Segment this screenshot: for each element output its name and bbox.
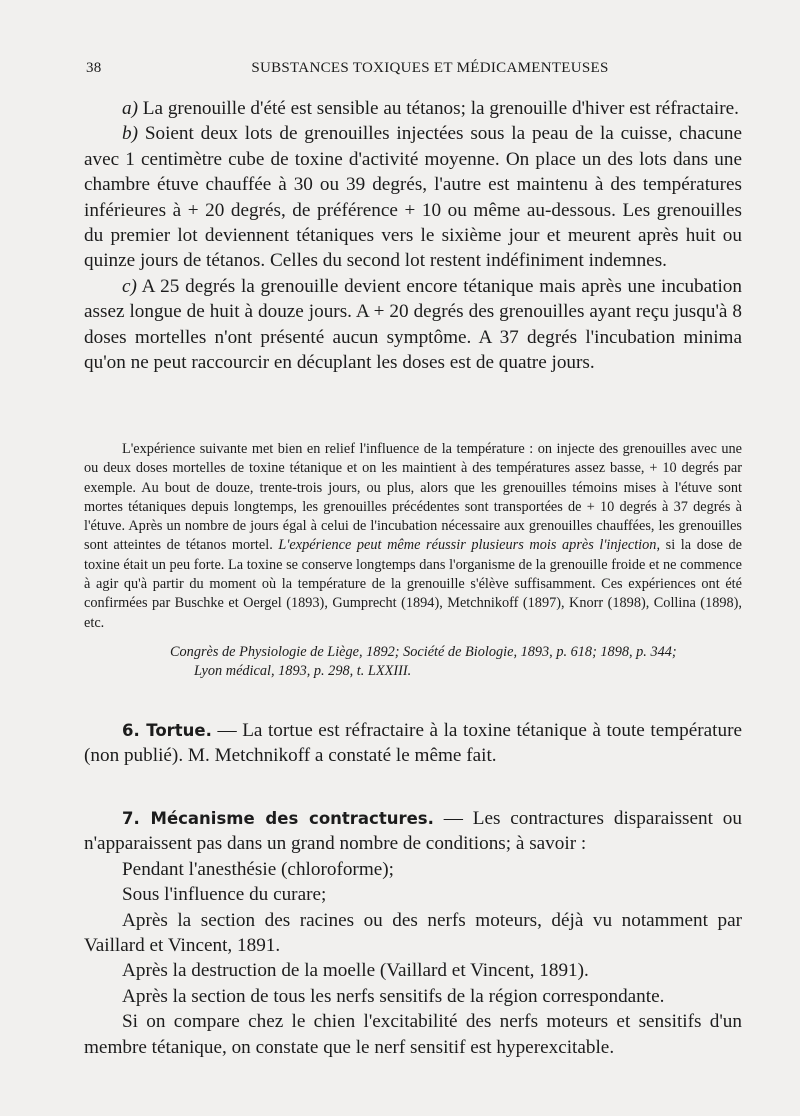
- section-6-text: — La tortue est réfractaire à la toxine tétanique à toute température (non publié). M. Metchnikoff a constaté le même fait.: [84, 720, 742, 767]
- list-item: Après la destruction de la moelle (Vaillard et Vincent, 1891).: [122, 960, 589, 982]
- page-header: [86, 60, 744, 84]
- section-6: [84, 718, 742, 769]
- small-text-part1: L'expérience suivante met bien en relief l'influence de la température : on injecte des grenouilles avec une ou deux doses mortelles de toxine tétanique et on les maintient à des températures assez basse, + 10 degrés par exemple. Au bout de douze, trente-trois jours, ou plus, alors que les grenouilles témoins mises à l'étuve sont mortes tétaniques depuis longtemps, les grenouilles précédentes sont transportées de + 10 degrés à 37 degrés à l'étuve. Après un nombre de jours égal à celui de l'incubation nécessaire aux grenouilles chauffées, les grenouilles sont atteintes de tétanos mortel.: [84, 441, 742, 554]
- list-item: Après la section des racines ou des nerfs moteurs, déjà vu notamment par Vaillard et Vincent, 1891.: [84, 909, 742, 957]
- small-paragraph: [84, 440, 742, 633]
- list-item: Sous l'influence du curare;: [122, 884, 327, 906]
- small-print-block: [84, 440, 742, 682]
- text-a: La grenouille d'été est sensible au tétanos; la grenouille d'hiver est réfractaire.: [137, 98, 739, 119]
- section-7-title: 7. Mécanisme des contractures.: [122, 809, 434, 828]
- small-text-part2: si la dose de toxine était un peu forte. La toxine se conserve longtemps dans l'organisme de la grenouille froide et ne commence à agir qu'à partir du moment où la température de la grenouille s'élève suffisamment. Ces expériences ont été confirmées par Buschke et Oergel (1893), Gumprecht (1894), Metchnikoff (1897), Knorr (1898), Collina (1898), etc.: [84, 537, 742, 631]
- text-b: Soient deux lots de grenouilles injectées sous la peau de la cuisse, chacune avec 1 centimètre cube de toxine d'activité moyenne. On place un des lots dans une chambre étuve chauffée à 30 ou 39 degrés, l'autre est maintenu à des températures inférieures à + 20 degrés, de préférence + 10 ou même au-dessous. Les grenouilles du premier lot deviennent tétaniques vers le sixième jour et meurent après huit ou quinze jours de tétanos. Celles du second lot restent indéfiniment indemnes.: [84, 123, 742, 272]
- section-6-title: 6. Tortue.: [122, 721, 212, 740]
- small-text-italic: L'expérience peut même réussir plusieurs mois après l'injection,: [278, 537, 661, 554]
- text-c: A 25 degrés la grenouille devient encore tétanique mais après une incubation assez longue de huit à douze jours. A + 20 degrés des grenouilles ayant reçu jusqu'à 8 doses mortelles n'ont présenté aucun symptôme. A 37 degrés l'incubation minima qu'on ne peut raccourcir en décuplant les doses est de quatre jours.: [84, 275, 742, 374]
- list-item: Pendant l'anesthésie (chloroforme);: [122, 858, 394, 880]
- label-b: b): [122, 123, 138, 145]
- paragraph-b: [84, 121, 742, 273]
- running-title: SUBSTANCES TOXIQUES ET MÉDICAMENTEUSES: [251, 60, 609, 76]
- experiment-paragraphs: [84, 96, 742, 375]
- paragraph-a: [84, 96, 742, 121]
- section-7-conclusion: Si on compare chez le chien l'excitabilité des nerfs moteurs et sensitifs d'un membre tétanique, on constate que le nerf sensitif est hyperexcitable.: [84, 1011, 742, 1058]
- reference-line-2: Lyon médical, 1893, p. 298, t. LXXIII.: [194, 663, 412, 680]
- page-number: 38: [86, 60, 102, 76]
- label-a: a): [122, 98, 138, 119]
- list-item: Après la section de tous les nerfs sensitifs de la région correspondante.: [122, 985, 665, 1007]
- paragraph-c: [84, 274, 742, 376]
- section-7-intro: — Les contractures disparaissent ou n'apparaissent pas dans un grand nombre de conditions; à savoir :: [84, 808, 742, 855]
- reference-line-1: Congrès de Physiologie de Liège, 1892; Société de Biologie, 1893, p. 618; 1898, p. 344;: [170, 643, 677, 660]
- section-7: [84, 806, 742, 1060]
- label-c: c): [122, 275, 137, 297]
